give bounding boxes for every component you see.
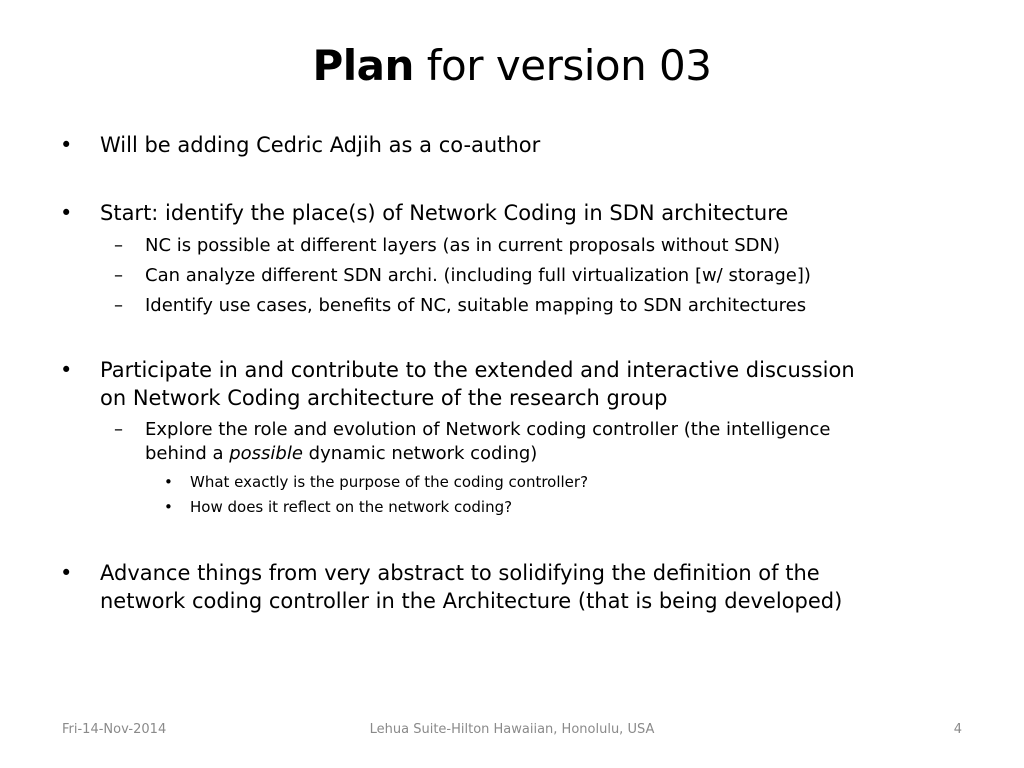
- sub-bullet-text-explore-line1: Explore the role and evolution of Network coding controller (the intelligence: [145, 419, 831, 440]
- subsub-bullet-text: What exactly is the purpose of the coding controller?: [190, 473, 589, 491]
- bullet-marker: •: [60, 358, 73, 382]
- bullet-text-coauthor: Will be adding Cedric Adjih as a co-author: [100, 133, 541, 157]
- sub-line2-pre: behind a: [145, 443, 230, 464]
- slide-title-bold: Plan: [312, 41, 414, 90]
- dash-marker: –: [114, 419, 123, 440]
- bullet-marker: •: [60, 561, 73, 585]
- footer-location: Lehua Suite-Hilton Hawaiian, Honolulu, USA: [369, 722, 655, 737]
- sub-bullet-text: NC is possible at different layers (as in current proposals without SDN): [145, 235, 781, 256]
- sub-line2-post: dynamic network coding): [302, 443, 538, 464]
- bullet-text-start: Start: identify the place(s) of Network Coding in SDN architecture: [100, 201, 789, 225]
- sub-bullet-text: Can analyze different SDN archi. (including full virtualization [w/ storage]): [145, 265, 811, 286]
- bullet-text-advance-line1: Advance things from very abstract to solidifying the definition of the: [100, 561, 820, 585]
- bullet-text-participate-line2: on Network Coding architecture of the research group: [100, 386, 668, 410]
- footer-date: Fri-14-Nov-2014: [62, 722, 167, 737]
- sub-bullet-text: Identify use cases, benefits of NC, suitable mapping to SDN architectures: [145, 295, 807, 316]
- bullet-text-advance-line2: network coding controller in the Architecture (that is being developed): [100, 589, 843, 613]
- sub-bullet-text-explore-line2: [145, 442, 537, 466]
- slide-title: [0, 38, 1024, 94]
- footer-page-number: 4: [953, 722, 962, 737]
- slide-title-rest: for version 03: [413, 41, 712, 90]
- bullet-marker: •: [164, 473, 173, 491]
- bullet-text-participate-line1: Participate in and contribute to the extended and interactive discussion: [100, 358, 855, 382]
- sub-line2-emphasis: possible: [229, 443, 303, 464]
- dash-marker: –: [114, 295, 123, 316]
- bullet-marker: •: [60, 201, 73, 225]
- bullet-marker: •: [164, 498, 173, 516]
- dash-marker: –: [114, 235, 123, 256]
- dash-marker: –: [114, 265, 123, 286]
- subsub-bullet-text: How does it reflect on the network coding?: [190, 498, 513, 516]
- bullet-marker: •: [60, 133, 73, 157]
